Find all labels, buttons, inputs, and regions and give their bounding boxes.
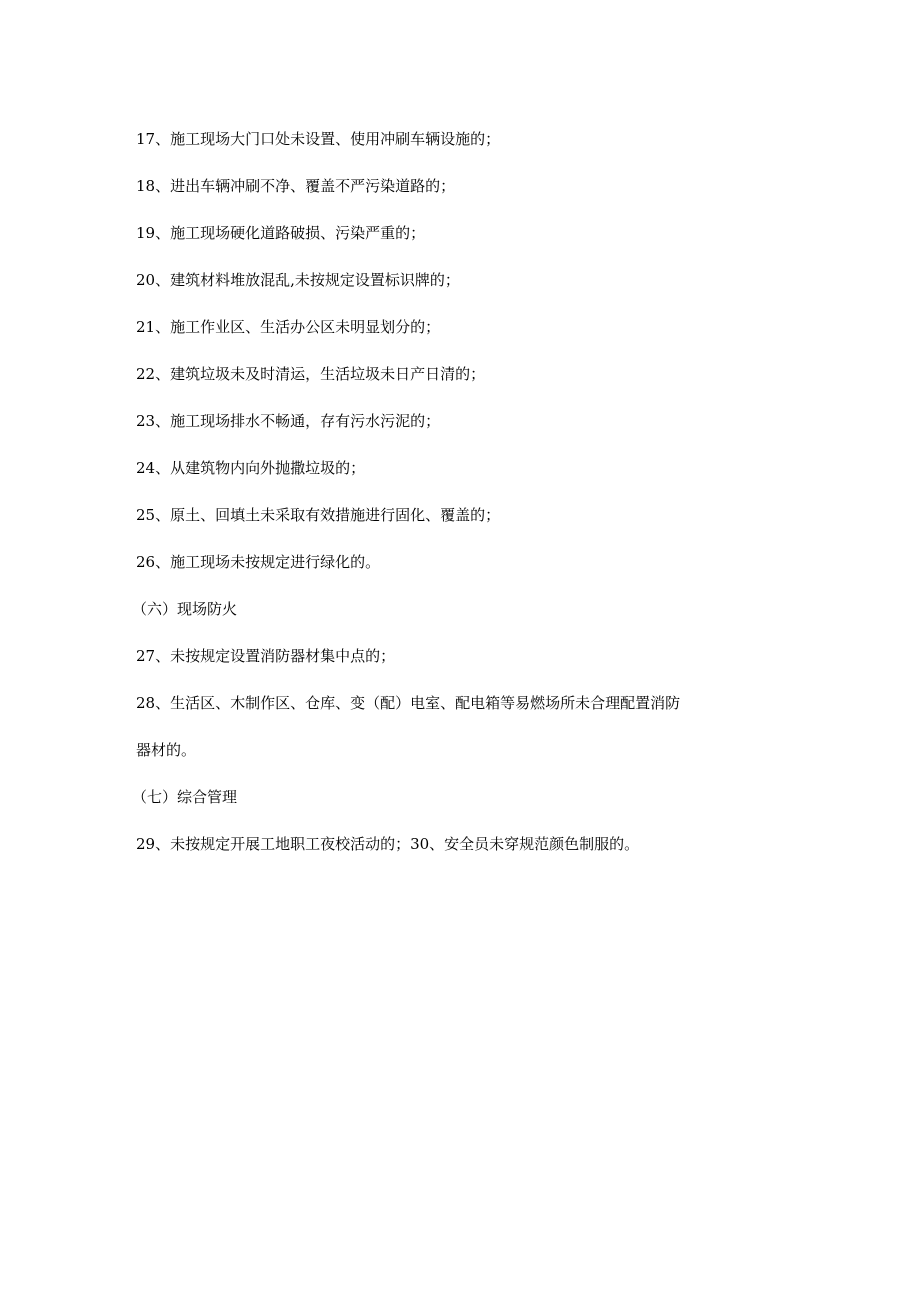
item-18: 18、进出车辆冲刷不净、覆盖不严污染道路的； — [136, 177, 456, 195]
item-24: 24、从建筑物内向外抛撒垃圾的； — [136, 459, 366, 477]
item-20: 20、建筑材料堆放混乱,未按规定设置标识牌的； — [136, 271, 460, 289]
document-body — [132, 128, 786, 880]
item-19: 19、施工现场硬化道路破损、污染严重的； — [136, 224, 426, 242]
item-28: 28、生活区、木制作区、仓库、变（配）电室、配电箱等易燃场所未合理配置消防 — [136, 694, 681, 712]
item-27: 27、未按规定设置消防器材集中点的； — [136, 647, 396, 665]
section-heading-comprehensive-management: （七）综合管理 — [132, 788, 238, 806]
item-25: 25、原土、回填土未采取有效措施进行固化、覆盖的； — [136, 506, 501, 524]
item-28-continuation: 器材的。 — [136, 741, 197, 759]
item-21: 21、施工作业区、生活办公区未明显划分的； — [136, 318, 441, 336]
item-23: 23、施工现场排水不畅通，存有污水污泥的； — [136, 412, 441, 430]
item-26: 26、施工现场未按规定进行绿化的。 — [136, 553, 381, 571]
item-22: 22、建筑垃圾未及时清运，生活垃圾未日产日清的； — [136, 365, 486, 383]
section-heading-fire-prevention: （六）现场防火 — [132, 600, 238, 618]
item-17: 17、施工现场大门口处未设置、使用冲刷车辆设施的； — [136, 130, 501, 148]
item-29-30: 29、未按规定开展工地职工夜校活动的；30、安全员未穿规范颜色制服的。 — [136, 835, 640, 853]
